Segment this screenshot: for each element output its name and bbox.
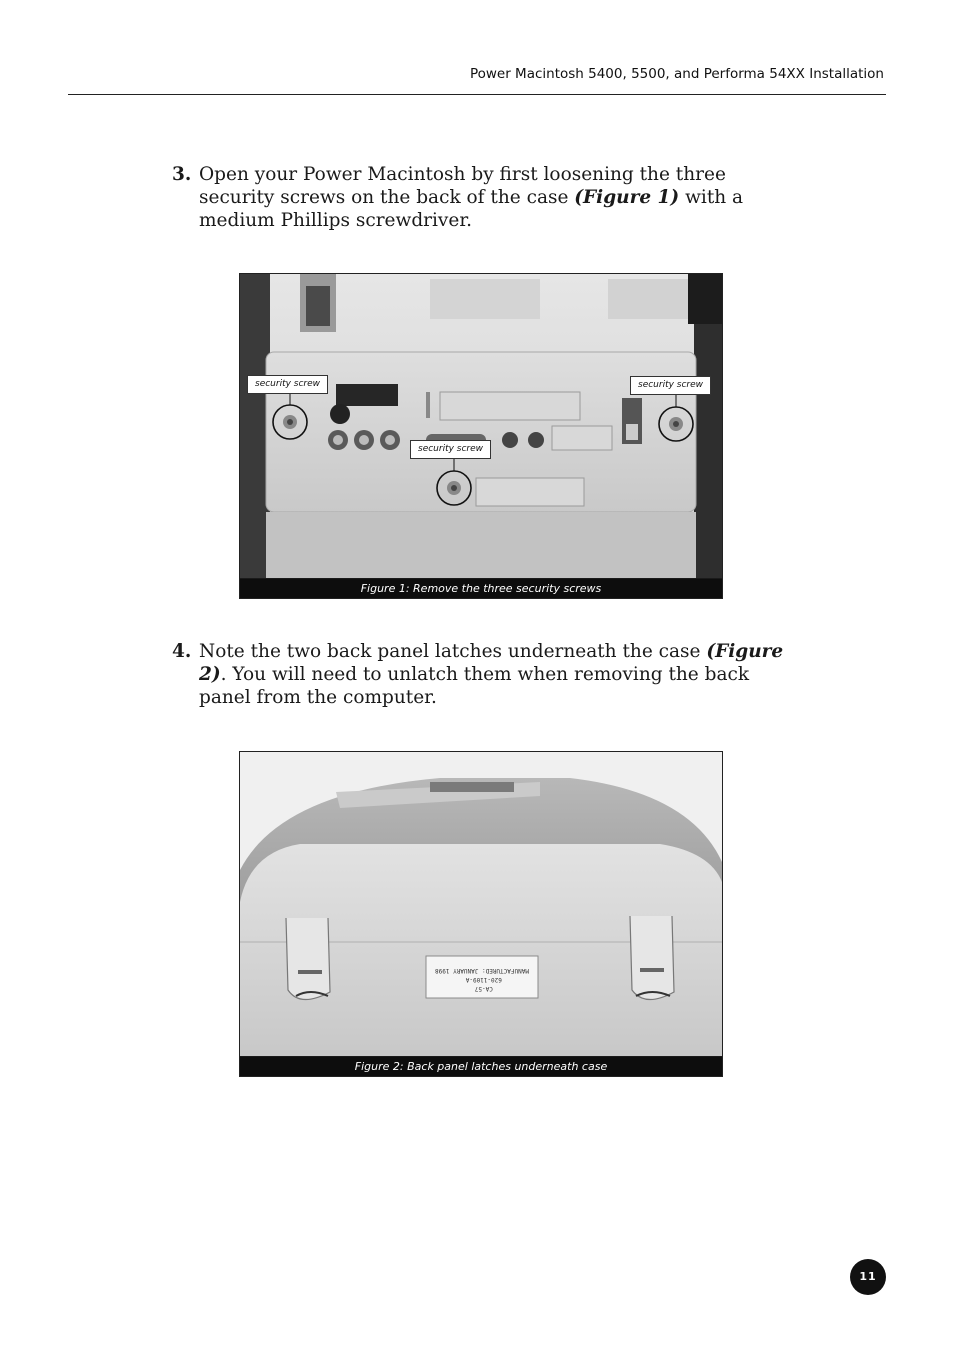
label-line-2: 620-1109-A bbox=[465, 976, 502, 983]
figure-reference: (Figure 1) bbox=[574, 187, 680, 208]
callout-security-screw-left: security screw bbox=[247, 375, 328, 394]
callout-security-screw-right: security screw bbox=[630, 376, 711, 395]
step-number: 4. bbox=[172, 641, 192, 662]
label-line-1: CA-57 bbox=[474, 985, 493, 992]
figure-reference: (Figure 2) bbox=[199, 641, 784, 685]
latch-right bbox=[630, 916, 674, 1000]
header-divider bbox=[68, 94, 886, 95]
figure-1-photo bbox=[240, 274, 722, 598]
step-text: Open your Power Macintosh by first loosening the three security screws on the back of the case (Figure 1) with a medium Phillips screwdriver. bbox=[199, 164, 744, 231]
step-4 bbox=[172, 640, 784, 709]
latch-left bbox=[286, 918, 330, 1000]
page-number: 11 bbox=[850, 1259, 886, 1295]
figure-2-photo bbox=[240, 752, 722, 1076]
figure-1-caption: Figure 1: Remove the three security screws bbox=[240, 579, 722, 598]
step-text: Note the two back panel latches underneath the case (Figure 2). You will need to unlatch them when removing the back panel from the computer. bbox=[199, 641, 784, 708]
header-title: Power Macintosh 5400, 5500, and Performa 54XX Installation bbox=[469, 66, 884, 82]
step-number: 3. bbox=[172, 164, 192, 185]
figure-2 bbox=[239, 751, 723, 1077]
figure-1 bbox=[239, 273, 723, 599]
figure-2-caption: Figure 2: Back panel latches underneath case bbox=[240, 1057, 722, 1076]
step-3 bbox=[172, 163, 784, 232]
label-line-3: MANUFACTURED: JANUARY 1998 bbox=[435, 967, 529, 974]
callout-security-screw-center: security screw bbox=[410, 440, 491, 459]
